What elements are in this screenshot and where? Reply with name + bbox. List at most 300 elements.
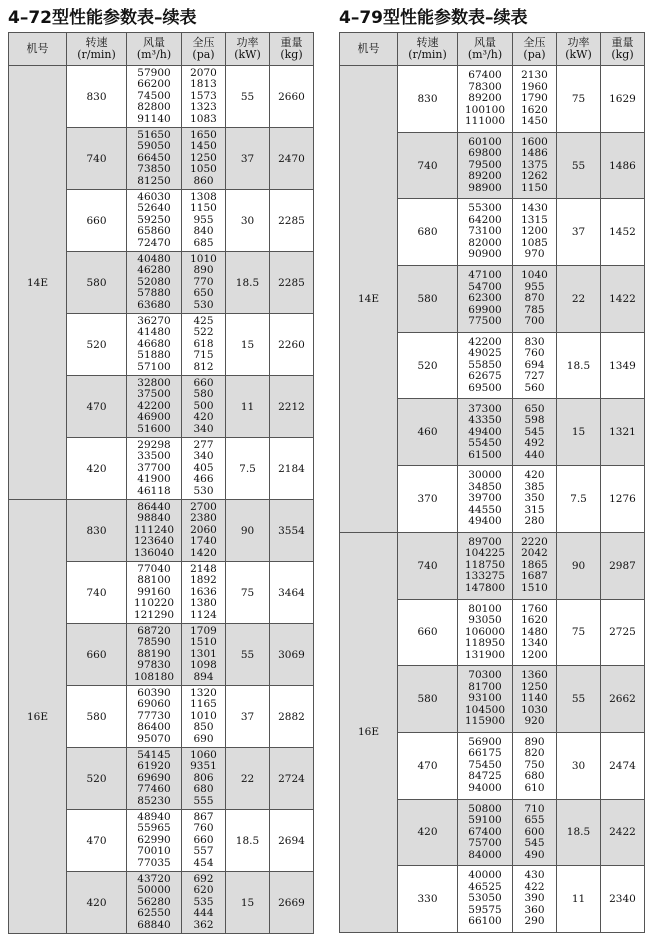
- flow-cell-value: 84725: [468, 770, 502, 783]
- flow-cell-value: 111240: [133, 523, 175, 536]
- header-pressure: 全压 (pa): [513, 33, 557, 66]
- pressure-cell: [182, 748, 226, 810]
- flow-cell-value: 63680: [137, 298, 171, 311]
- pressure-cell-value: 685: [193, 236, 214, 249]
- pressure-cell-value: 2148: [190, 562, 217, 575]
- pressure-cell: [513, 466, 557, 533]
- weight-cell: 2882: [270, 686, 314, 748]
- pressure-cell-value: 1140: [521, 692, 548, 705]
- pressure-cell-value: 710: [524, 802, 545, 815]
- flow-cell-value: 95070: [137, 732, 171, 745]
- speed-cell: 370: [398, 466, 458, 533]
- performance-table: [339, 32, 645, 933]
- pressure-cell-value: 598: [524, 414, 545, 427]
- flow-cell-value: 93100: [468, 692, 502, 705]
- flow-cell: [458, 666, 513, 733]
- pressure-cell-value: 2070: [190, 66, 217, 79]
- pressure-cell: [513, 199, 557, 266]
- flow-cell: [127, 128, 182, 190]
- pressure-cell-value: 650: [193, 287, 214, 300]
- flow-cell-value: 77035: [137, 856, 171, 869]
- pressure-cell-value: 530: [193, 298, 214, 311]
- power-cell: 37: [226, 128, 270, 190]
- pressure-cell-value: 1636: [190, 585, 217, 598]
- pressure-cell-value: 1450: [521, 115, 548, 128]
- pressure-cell-value: 1420: [190, 546, 217, 559]
- flow-cell-value: 48940: [137, 810, 171, 823]
- pressure-cell-value: 727: [524, 370, 545, 383]
- flow-cell-value: 89700: [468, 535, 502, 548]
- flow-cell-value: 30000: [468, 469, 502, 482]
- flow-cell-value: 67400: [468, 69, 502, 82]
- flow-cell-value: 66200: [137, 78, 171, 91]
- pressure-cell: [513, 732, 557, 799]
- pressure-cell: [182, 376, 226, 438]
- flow-cell: [127, 872, 182, 934]
- pressure-cell-value: 812: [193, 360, 214, 373]
- pressure-cell-value: 1480: [521, 625, 548, 638]
- table-row: [340, 66, 645, 133]
- header-flow: 风量 (m³/h): [127, 33, 182, 66]
- pressure-cell-value: 1323: [190, 101, 217, 114]
- flow-cell-value: 115900: [464, 715, 506, 728]
- flow-cell-value: 85230: [137, 794, 171, 807]
- pressure-cell-value: 420: [524, 469, 545, 482]
- flow-cell-value: 33500: [137, 450, 171, 463]
- flow-cell-value: 61500: [468, 448, 502, 461]
- flow-cell-value: 49400: [468, 515, 502, 528]
- flow-cell: [127, 748, 182, 810]
- flow-cell-value: 60390: [137, 686, 171, 699]
- flow-cell-value: 118950: [464, 637, 506, 650]
- pressure-cell: [182, 128, 226, 190]
- flow-cell-value: 54700: [468, 280, 502, 293]
- flow-cell-value: 40000: [468, 869, 502, 882]
- flow-cell-value: 62675: [468, 370, 502, 383]
- power-cell: 90: [226, 500, 270, 562]
- flow-cell-value: 108180: [133, 670, 175, 683]
- pressure-cell-value: 920: [524, 715, 545, 728]
- flow-cell: [127, 500, 182, 562]
- model-cell: 14E: [9, 66, 67, 500]
- pressure-cell-value: 970: [524, 248, 545, 261]
- flow-cell: [127, 562, 182, 624]
- flow-cell-value: 51880: [137, 349, 171, 362]
- power-cell: 37: [226, 686, 270, 748]
- speed-cell: 470: [67, 810, 127, 872]
- pressure-cell-value: 1050: [190, 163, 217, 176]
- flow-cell-value: 75450: [468, 758, 502, 771]
- power-cell: 30: [557, 732, 601, 799]
- performance-table: [8, 32, 314, 934]
- weight-cell: 2470: [270, 128, 314, 190]
- flow-cell-value: 53050: [468, 892, 502, 905]
- flow-cell-value: 36270: [137, 314, 171, 327]
- power-cell: 11: [226, 376, 270, 438]
- flow-cell-value: 29298: [137, 438, 171, 451]
- weight-cell: 1276: [601, 466, 645, 533]
- pressure-cell: [513, 866, 557, 933]
- pressure-cell-value: 1150: [521, 181, 548, 194]
- flow-cell-value: 77500: [468, 315, 502, 328]
- pressure-cell-value: 890: [193, 264, 214, 277]
- speed-cell: 830: [67, 500, 127, 562]
- power-cell: 7.5: [226, 438, 270, 500]
- pressure-cell: [182, 66, 226, 128]
- pressure-cell: [513, 532, 557, 599]
- pressure-cell-value: 1040: [521, 269, 548, 282]
- pressure-cell-value: 680: [193, 783, 214, 796]
- weight-cell: 1349: [601, 332, 645, 399]
- speed-cell: 740: [398, 132, 458, 199]
- pressure-cell-value: 1030: [521, 703, 548, 716]
- flow-cell-value: 82000: [468, 236, 502, 249]
- flow-cell: [127, 624, 182, 686]
- flow-cell-value: 52640: [137, 202, 171, 215]
- pressure-cell: [182, 562, 226, 624]
- flow-cell: [458, 266, 513, 333]
- flow-cell-value: 46680: [137, 337, 171, 350]
- pressure-cell-value: 785: [524, 303, 545, 316]
- speed-cell: 740: [398, 532, 458, 599]
- pressure-cell-value: 555: [193, 794, 214, 807]
- flow-cell-value: 104500: [464, 703, 506, 716]
- pressure-cell-value: 454: [193, 856, 214, 869]
- pressure-cell-value: 545: [524, 837, 545, 850]
- flow-cell-value: 69060: [137, 698, 171, 711]
- pressure-cell-value: 890: [524, 735, 545, 748]
- flow-cell-value: 49025: [468, 347, 502, 360]
- flow-cell-value: 89200: [468, 170, 502, 183]
- power-cell: 90: [557, 532, 601, 599]
- flow-cell-value: 55850: [468, 358, 502, 371]
- flow-cell-value: 69690: [137, 771, 171, 784]
- flow-cell-value: 81700: [468, 680, 502, 693]
- flow-cell-value: 59250: [137, 213, 171, 226]
- pressure-cell-value: 1083: [190, 112, 217, 125]
- pressure-cell-value: 530: [193, 484, 214, 497]
- speed-cell: 660: [398, 599, 458, 666]
- flow-cell: [127, 190, 182, 252]
- flow-cell-value: 68840: [137, 918, 171, 931]
- pressure-cell-value: 1510: [190, 636, 217, 649]
- weight-cell: 2987: [601, 532, 645, 599]
- pressure-cell: [182, 624, 226, 686]
- flow-cell: [458, 199, 513, 266]
- power-cell: 75: [226, 562, 270, 624]
- pressure-cell-value: 1200: [521, 225, 548, 238]
- flow-cell-value: 84000: [468, 848, 502, 861]
- pressure-cell: [513, 666, 557, 733]
- power-cell: 75: [557, 66, 601, 133]
- pressure-cell-value: 760: [193, 822, 214, 835]
- flow-cell-value: 82800: [137, 101, 171, 114]
- power-cell: 55: [557, 666, 601, 733]
- pressure-cell-value: 545: [524, 425, 545, 438]
- pressure-cell-value: 350: [524, 492, 545, 505]
- pressure-cell-value: 430: [524, 869, 545, 882]
- table-row: [9, 66, 314, 128]
- pressure-cell-value: 1486: [521, 147, 548, 160]
- pressure-cell: [513, 399, 557, 466]
- speed-cell: 470: [67, 376, 127, 438]
- flow-cell-value: 57900: [137, 66, 171, 79]
- pressure-cell-value: 405: [193, 461, 214, 474]
- speed-cell: 520: [67, 314, 127, 376]
- pressure-cell-value: 1010: [190, 252, 217, 265]
- header-weight: 重量 (kg): [601, 33, 645, 66]
- pressure-cell-value: 290: [524, 915, 545, 928]
- flow-cell-value: 46118: [137, 484, 171, 497]
- flow-cell: [458, 532, 513, 599]
- flow-cell-value: 121290: [133, 608, 175, 621]
- pressure-cell-value: 390: [524, 892, 545, 905]
- speed-cell: 520: [67, 748, 127, 810]
- pressure-cell-value: 557: [193, 845, 214, 858]
- flow-cell-value: 77460: [137, 783, 171, 796]
- pressure-cell-value: 1620: [521, 614, 548, 627]
- pressure-cell-value: 694: [524, 358, 545, 371]
- power-cell: 18.5: [226, 810, 270, 872]
- power-cell: 22: [226, 748, 270, 810]
- flow-cell-value: 86400: [137, 721, 171, 734]
- pressure-cell-value: 2130: [521, 69, 548, 82]
- pressure-cell-value: 1573: [190, 89, 217, 102]
- pressure-cell-value: 750: [524, 758, 545, 771]
- flow-cell: [458, 399, 513, 466]
- pressure-cell-value: 660: [193, 833, 214, 846]
- power-cell: 18.5: [557, 799, 601, 866]
- pressure-cell-value: 1620: [521, 103, 548, 116]
- header-weight: 重量 (kg): [270, 33, 314, 66]
- flow-cell-value: 56900: [468, 735, 502, 748]
- flow-cell-value: 81250: [137, 174, 171, 187]
- flow-cell-value: 136040: [133, 546, 175, 559]
- weight-cell: 2474: [601, 732, 645, 799]
- flow-cell: [127, 252, 182, 314]
- pressure-cell-value: 522: [193, 326, 214, 339]
- pressure-cell-value: 1813: [190, 78, 217, 91]
- pressure-cell-value: 1200: [521, 648, 548, 661]
- flow-cell: [458, 732, 513, 799]
- flow-cell-value: 57880: [137, 287, 171, 300]
- pressure-cell-value: 1960: [521, 80, 548, 93]
- flow-cell-value: 100100: [464, 103, 506, 116]
- flow-cell: [458, 799, 513, 866]
- flow-cell-value: 49400: [468, 425, 502, 438]
- flow-cell-value: 44550: [468, 503, 502, 516]
- header-flow: 风量 (m³/h): [458, 33, 513, 66]
- power-cell: 75: [557, 599, 601, 666]
- flow-cell-value: 39700: [468, 492, 502, 505]
- pressure-cell-value: 610: [524, 781, 545, 794]
- header-pressure: 全压 (pa): [182, 33, 226, 66]
- flow-cell-value: 42200: [137, 399, 171, 412]
- pressure-cell-value: 2380: [190, 512, 217, 525]
- weight-cell: 2285: [270, 252, 314, 314]
- weight-cell: 2662: [601, 666, 645, 733]
- speed-cell: 740: [67, 128, 127, 190]
- pressure-cell-value: 894: [193, 670, 214, 683]
- pressure-cell-value: 660: [193, 376, 214, 389]
- pressure-cell-value: 535: [193, 895, 214, 908]
- model-cell: 16E: [340, 532, 398, 932]
- pressure-cell-value: 760: [524, 347, 545, 360]
- pressure-cell: [182, 438, 226, 500]
- pressure-cell-value: 1315: [521, 213, 548, 226]
- power-cell: 22: [557, 266, 601, 333]
- flow-cell-value: 78590: [137, 636, 171, 649]
- speed-cell: 470: [398, 732, 458, 799]
- flow-cell: [127, 66, 182, 128]
- pressure-cell: [513, 332, 557, 399]
- weight-cell: 2260: [270, 314, 314, 376]
- speed-cell: 420: [398, 799, 458, 866]
- flow-cell-value: 106000: [464, 625, 506, 638]
- pressure-cell-value: 1060: [190, 748, 217, 761]
- table-row: [9, 500, 314, 562]
- flow-cell-value: 66175: [468, 747, 502, 760]
- pressure-cell-value: 860: [193, 174, 214, 187]
- weight-cell: 2725: [601, 599, 645, 666]
- table-panel-4-72: [8, 4, 313, 934]
- pressure-cell-value: 1430: [521, 202, 548, 215]
- flow-cell-value: 50800: [468, 802, 502, 815]
- flow-cell: [458, 599, 513, 666]
- pressure-cell-value: 692: [193, 872, 214, 885]
- pressure-cell-value: 440: [524, 448, 545, 461]
- flow-cell-value: 59050: [137, 140, 171, 153]
- flow-cell-value: 98840: [137, 512, 171, 525]
- flow-cell-value: 52080: [137, 275, 171, 288]
- header-power: 功率 (kW): [557, 33, 601, 66]
- flow-cell-value: 59100: [468, 814, 502, 827]
- flow-cell-value: 123640: [133, 535, 175, 548]
- flow-cell-value: 70300: [468, 669, 502, 682]
- pressure-cell-value: 315: [524, 503, 545, 516]
- header-row: [9, 33, 314, 66]
- flow-cell-value: 37300: [468, 402, 502, 415]
- pressure-cell-value: 1124: [190, 608, 217, 621]
- flow-cell-value: 66100: [468, 915, 502, 928]
- pressure-cell: [182, 252, 226, 314]
- power-cell: 11: [557, 866, 601, 933]
- pressure-cell-value: 1865: [521, 558, 548, 571]
- weight-cell: 2669: [270, 872, 314, 934]
- pressure-cell-value: 1687: [521, 570, 548, 583]
- pressure-cell-value: 1510: [521, 581, 548, 594]
- pressure-cell-value: 680: [524, 770, 545, 783]
- flow-cell-value: 77040: [137, 562, 171, 575]
- flow-cell-value: 88190: [137, 647, 171, 660]
- flow-cell-value: 59575: [468, 903, 502, 916]
- pressure-cell-value: 1301: [190, 647, 217, 660]
- pressure-cell-value: 955: [524, 280, 545, 293]
- flow-cell-value: 43350: [468, 414, 502, 427]
- pressure-cell-value: 955: [193, 213, 214, 226]
- table-title: 4–72型性能参数表–续表: [8, 8, 197, 28]
- pressure-cell-value: 492: [524, 437, 545, 450]
- flow-cell-value: 131900: [464, 648, 506, 661]
- speed-cell: 420: [67, 438, 127, 500]
- pressure-cell-value: 1740: [190, 535, 217, 548]
- flow-cell-value: 66450: [137, 151, 171, 164]
- pressure-cell-value: 1892: [190, 574, 217, 587]
- weight-cell: 2724: [270, 748, 314, 810]
- flow-cell-value: 79500: [468, 158, 502, 171]
- header-speed: 转速 (r/min): [398, 33, 458, 66]
- pressure-cell: [182, 872, 226, 934]
- pressure-cell: [182, 314, 226, 376]
- pressure-cell-value: 2042: [521, 547, 548, 560]
- pressure-cell-value: 9351: [190, 760, 217, 773]
- weight-cell: 1321: [601, 399, 645, 466]
- pressure-cell-value: 2220: [521, 535, 548, 548]
- pressure-cell-value: 340: [193, 450, 214, 463]
- weight-cell: 2184: [270, 438, 314, 500]
- flow-cell-value: 75700: [468, 837, 502, 850]
- pressure-cell-value: 1320: [190, 686, 217, 699]
- pressure-cell-value: 620: [193, 884, 214, 897]
- pressure-cell-value: 600: [524, 825, 545, 838]
- flow-cell-value: 60100: [468, 135, 502, 148]
- flow-cell-value: 133275: [464, 570, 506, 583]
- pressure-cell-value: 840: [193, 225, 214, 238]
- flow-cell-value: 46280: [137, 264, 171, 277]
- flow-cell-value: 69900: [468, 303, 502, 316]
- pressure-cell-value: 1308: [190, 190, 217, 203]
- flow-cell-value: 90900: [468, 248, 502, 261]
- weight-cell: 2422: [601, 799, 645, 866]
- flow-cell-value: 43720: [137, 872, 171, 885]
- flow-cell: [127, 314, 182, 376]
- pressure-cell-value: 2060: [190, 523, 217, 536]
- flow-cell-value: 41480: [137, 326, 171, 339]
- flow-cell-value: 46525: [468, 880, 502, 893]
- pressure-cell: [513, 599, 557, 666]
- pressure-cell-value: 850: [193, 721, 214, 734]
- power-cell: 15: [226, 314, 270, 376]
- speed-cell: 740: [67, 562, 127, 624]
- flow-cell-value: 74500: [137, 89, 171, 102]
- pressure-cell-value: 1165: [190, 698, 217, 711]
- power-cell: 7.5: [557, 466, 601, 533]
- flow-cell-value: 77730: [137, 709, 171, 722]
- pressure-cell-value: 385: [524, 480, 545, 493]
- pressure-cell: [182, 810, 226, 872]
- pressure-cell-value: 700: [524, 315, 545, 328]
- power-cell: 55: [226, 624, 270, 686]
- flow-cell-value: 69800: [468, 147, 502, 160]
- pressure-cell: [513, 66, 557, 133]
- pressure-cell: [513, 266, 557, 333]
- pressure-cell-value: 1340: [521, 637, 548, 650]
- speed-cell: 460: [398, 399, 458, 466]
- flow-cell-value: 91140: [137, 112, 171, 125]
- flow-cell-value: 55300: [468, 202, 502, 215]
- flow-cell-value: 86440: [137, 500, 171, 513]
- pressure-cell-value: 1760: [521, 602, 548, 615]
- speed-cell: 680: [398, 199, 458, 266]
- pressure-cell-value: 655: [524, 814, 545, 827]
- pressure-cell-value: 1085: [521, 236, 548, 249]
- flow-cell-value: 51600: [137, 422, 171, 435]
- model-cell: 14E: [340, 66, 398, 533]
- flow-cell-value: 47100: [468, 269, 502, 282]
- pressure-cell-value: 1790: [521, 92, 548, 105]
- pressure-cell-value: 806: [193, 771, 214, 784]
- pressure-cell-value: 425: [193, 314, 214, 327]
